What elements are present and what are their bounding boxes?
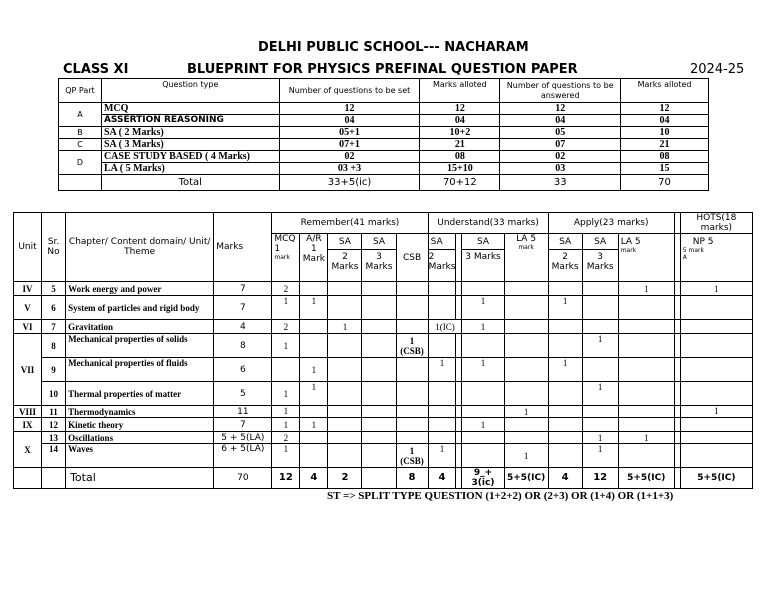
csb-cell bbox=[396, 418, 428, 432]
header-qp-part: QP Part bbox=[59, 79, 102, 103]
chapter-cell: Oscillations bbox=[66, 432, 214, 444]
a-la-cell: 1 bbox=[618, 282, 674, 296]
u-la-cell bbox=[504, 358, 548, 382]
u-sa3-cell bbox=[462, 432, 504, 444]
u-la-cell: 1 bbox=[504, 406, 548, 418]
header-understand-sa-3 bbox=[462, 234, 504, 282]
mcq-cell: 2 bbox=[272, 432, 300, 444]
sr-cell: 14 bbox=[42, 444, 66, 468]
marks-alloted: 21 bbox=[420, 139, 500, 151]
csb-cell bbox=[396, 382, 428, 406]
sr-cell: 6 bbox=[42, 296, 66, 320]
ar-cell bbox=[300, 320, 328, 334]
header-marks: Marks bbox=[214, 213, 272, 282]
ar-cell bbox=[300, 432, 328, 444]
a-sa2-cell bbox=[548, 444, 582, 468]
csb-cell bbox=[396, 406, 428, 418]
chapter-cell: Waves bbox=[66, 444, 214, 468]
summary-row bbox=[59, 103, 709, 115]
marks-cell: 8 bbox=[214, 334, 272, 358]
mcq-mark-label: mark bbox=[274, 254, 290, 261]
qp-part: C bbox=[59, 139, 102, 151]
questions-set: 05+1 bbox=[279, 127, 420, 139]
questions-answered: 05 bbox=[500, 127, 621, 139]
questions-set: 04 bbox=[279, 115, 420, 127]
mcq-cell bbox=[272, 358, 300, 382]
a-sa3-label: 3 Marks bbox=[583, 249, 618, 272]
sa2-cell bbox=[328, 418, 362, 432]
sa2-cell bbox=[328, 358, 362, 382]
total-a-sa2: 4 bbox=[548, 468, 582, 489]
a-sa2-cell bbox=[548, 406, 582, 418]
hots-cell bbox=[680, 382, 752, 406]
question-type: SA ( 2 Marks) bbox=[101, 127, 279, 139]
table-row bbox=[14, 418, 753, 432]
sa3-cell bbox=[362, 382, 396, 406]
table-row bbox=[14, 444, 753, 468]
a-sa2-cell bbox=[548, 418, 582, 432]
np-label: NP 5 bbox=[692, 237, 714, 247]
a-sa3-cell: 1 bbox=[582, 382, 618, 406]
table-row bbox=[14, 358, 753, 382]
total-u-la: 5+5(IC) bbox=[504, 468, 548, 489]
sa2-cell bbox=[328, 406, 362, 418]
total-u-sa2: 4 bbox=[428, 468, 456, 489]
unit-cell: IX bbox=[14, 418, 42, 432]
sr-cell: 7 bbox=[42, 320, 66, 334]
total-hots: 5+5(IC) bbox=[680, 468, 752, 489]
total-a-sa3: 12 bbox=[582, 468, 618, 489]
header-questions-answered: Number of questions to be answered bbox=[500, 79, 621, 103]
unit-cell: VII bbox=[14, 334, 42, 406]
ar-cell: 1 bbox=[300, 358, 328, 382]
page-title: BLUEPRINT FOR PHYSICS PREFINAL QUESTION PAPER bbox=[187, 62, 578, 77]
qp-part: A bbox=[59, 103, 102, 127]
u-la-cell bbox=[504, 432, 548, 444]
sa3-cell bbox=[362, 282, 396, 296]
question-type: CASE STUDY BASED ( 4 Marks) bbox=[101, 151, 279, 163]
u-sa2-cell bbox=[428, 418, 456, 432]
a-sa3-cell bbox=[582, 296, 618, 320]
chapter-cell: Mechanical properties of fluids bbox=[66, 358, 214, 382]
mcq-cell: 1 bbox=[272, 444, 300, 468]
sa3-cell bbox=[362, 406, 396, 418]
sr-cell: 10 bbox=[42, 382, 66, 406]
ar-cell bbox=[300, 444, 328, 468]
header-marks-alloted-2: Marks alloted bbox=[621, 79, 709, 103]
np-mark-label: 5 mark bbox=[682, 247, 704, 254]
hots-cell bbox=[680, 334, 752, 358]
u-sa2-cell: 1(IC) bbox=[428, 320, 462, 334]
questions-set: 07+1 bbox=[279, 139, 420, 151]
u-sa3-cell bbox=[462, 282, 504, 296]
header-apply-sa-3 bbox=[582, 234, 618, 282]
total-label: Total bbox=[101, 175, 279, 191]
ar-sub-label: 1 bbox=[311, 244, 317, 254]
sa2-cell bbox=[328, 282, 362, 296]
sa3-cell bbox=[362, 418, 396, 432]
mcq-cell: 1 bbox=[272, 334, 300, 358]
u-sa2-cell bbox=[428, 296, 456, 320]
sa2-cell bbox=[328, 444, 362, 468]
total-csb: 8 bbox=[396, 468, 428, 489]
u-sa2-cell bbox=[428, 382, 456, 406]
u-la-cell bbox=[504, 418, 548, 432]
marks-cell: 11 bbox=[214, 406, 272, 418]
blueprint-total-row bbox=[14, 468, 753, 489]
split-type-note: ST => SPLIT TYPE QUESTION (1+2+2) OR (2+3) OR (1+4) OR (1+1+3) bbox=[327, 490, 674, 502]
csb-cell bbox=[396, 282, 428, 296]
sa2-cell bbox=[328, 334, 362, 358]
question-type: LA ( 5 Marks) bbox=[101, 163, 279, 175]
u-sa3-cell: 1 bbox=[462, 320, 504, 334]
ar-cell bbox=[300, 282, 328, 296]
questions-answered: 02 bbox=[500, 151, 621, 163]
u-la-cell bbox=[504, 282, 548, 296]
u-la-cell bbox=[504, 296, 548, 320]
u-la-cell bbox=[504, 382, 548, 406]
summary-row bbox=[59, 151, 709, 163]
marks-cell: 5 + 5(LA) bbox=[214, 432, 272, 444]
total-set: 33+5(ic) bbox=[279, 175, 420, 191]
u-sa3-cell: 1 bbox=[462, 358, 504, 382]
marks-alloted: 08 bbox=[420, 151, 500, 163]
sa2-cell bbox=[328, 382, 362, 406]
question-type: ASSERTION REASONING bbox=[101, 115, 279, 127]
header-sa-2 bbox=[328, 234, 362, 282]
sa3-cell bbox=[362, 334, 396, 358]
sa3-cell bbox=[362, 432, 396, 444]
sa3-cell bbox=[362, 296, 396, 320]
hots-cell bbox=[680, 296, 752, 320]
marks-cell: 4 bbox=[214, 320, 272, 334]
a-sa3-cell bbox=[582, 406, 618, 418]
u-sa3-label: 3 Marks bbox=[462, 249, 503, 262]
csb-cell: 1 (CSB) bbox=[396, 334, 428, 358]
table-row bbox=[14, 406, 753, 418]
a-sa2-cell bbox=[548, 382, 582, 406]
u-sa3-cell: 1 bbox=[462, 418, 504, 432]
total-sa2: 2 bbox=[328, 468, 362, 489]
marks-cell: 7 bbox=[214, 282, 272, 296]
hots-cell: 1 bbox=[680, 406, 752, 418]
mcq-cell: 1 bbox=[272, 296, 300, 320]
marks-cell: 7 bbox=[214, 296, 272, 320]
blueprint-table bbox=[13, 212, 753, 489]
header-sa-3 bbox=[362, 234, 396, 282]
table-row bbox=[14, 334, 753, 358]
marks-cell: 7 bbox=[214, 418, 272, 432]
mcq-cell: 1 bbox=[272, 406, 300, 418]
chapter-cell: Work energy and power bbox=[66, 282, 214, 296]
u-sa3-cell bbox=[462, 382, 504, 406]
chapter-cell: System of particles and rigid body bbox=[66, 296, 214, 320]
header-questions-set: Number of questions to be set bbox=[279, 79, 420, 103]
hots-cell bbox=[680, 432, 752, 444]
marks-cell: 5 bbox=[214, 382, 272, 406]
unit-cell: X bbox=[14, 432, 42, 468]
header-apply-sa-2 bbox=[548, 234, 582, 282]
header-hots-np bbox=[680, 234, 752, 282]
marks-alloted-2: 21 bbox=[621, 139, 709, 151]
a-sa2-cell bbox=[548, 432, 582, 444]
a-la-cell bbox=[618, 334, 674, 358]
header-apply-la bbox=[618, 234, 674, 282]
summary-total-row bbox=[59, 175, 709, 191]
u-sa2-cell: 1 bbox=[428, 444, 456, 468]
csb-cell bbox=[396, 432, 428, 444]
qp-part: D bbox=[59, 151, 102, 175]
u-sa3-cell bbox=[462, 444, 504, 468]
mcq-label: MCQ bbox=[274, 234, 296, 244]
class-label: CLASS XI bbox=[63, 62, 129, 77]
ar-cell: 1 bbox=[300, 296, 328, 320]
a-la-cell bbox=[618, 418, 674, 432]
a-sa2-cell bbox=[548, 334, 582, 358]
marks-alloted-2: 15 bbox=[621, 163, 709, 175]
total-a-la: 5+5(IC) bbox=[618, 468, 674, 489]
mcq-sub-label: 1 bbox=[274, 244, 281, 254]
chapter-cell: Kinetic theory bbox=[66, 418, 214, 432]
a-la-cell bbox=[618, 382, 674, 406]
summary-row bbox=[59, 115, 709, 127]
header-ar bbox=[300, 234, 328, 282]
sa2-cell bbox=[328, 432, 362, 444]
a-sa3-cell: 1 bbox=[582, 432, 618, 444]
u-sa2-cell: 1 bbox=[428, 358, 456, 382]
la-label: LA 5 bbox=[620, 237, 641, 247]
header-chapter: Chapter/ Content domain/ Unit/ Theme bbox=[66, 213, 214, 282]
unit-cell: VI bbox=[14, 320, 42, 334]
header-remember: Remember(41 marks) bbox=[272, 213, 428, 234]
header-csb: CSB bbox=[396, 234, 428, 282]
marks-alloted: 04 bbox=[420, 115, 500, 127]
a-la-cell bbox=[618, 320, 674, 334]
u-sa3-cell: 1 bbox=[462, 296, 504, 320]
sa3-cell bbox=[362, 358, 396, 382]
mcq-cell: 1 bbox=[272, 382, 300, 406]
question-type: MCQ bbox=[101, 103, 279, 115]
u-sa2-label: 2 Marks bbox=[429, 249, 456, 272]
sa-label: SA bbox=[559, 237, 572, 247]
sr-cell: 12 bbox=[42, 418, 66, 432]
a-la-cell bbox=[618, 358, 674, 382]
la-mark-label: mark bbox=[518, 244, 534, 251]
sr-cell: 5 bbox=[42, 282, 66, 296]
a-la-cell bbox=[618, 296, 674, 320]
csb-cell bbox=[396, 320, 428, 334]
hots-cell bbox=[680, 358, 752, 382]
sa2-cell: 1 bbox=[328, 320, 362, 334]
la-label: LA 5 bbox=[516, 234, 537, 244]
total-marks: 70+12 bbox=[420, 175, 500, 191]
questions-answered: 07 bbox=[500, 139, 621, 151]
questions-answered: 03 bbox=[500, 163, 621, 175]
sa-label: SA bbox=[338, 237, 351, 247]
hots-cell bbox=[680, 444, 752, 468]
csb-cell bbox=[396, 296, 428, 320]
question-type-summary-table bbox=[58, 78, 709, 191]
chapter-cell: Gravitation bbox=[66, 320, 214, 334]
sr-cell: 13 bbox=[42, 432, 66, 444]
summary-row bbox=[59, 139, 709, 151]
table-row bbox=[14, 382, 753, 406]
a-sa3-cell bbox=[582, 320, 618, 334]
total-u-sa3: 9_+ 3(ic) bbox=[462, 468, 504, 489]
total-answered: 33 bbox=[500, 175, 621, 191]
a-sa2-label: 2 Marks bbox=[549, 249, 582, 272]
header-mcq bbox=[272, 234, 300, 282]
header-marks-alloted: Marks alloted bbox=[420, 79, 500, 103]
total-marks: 70 bbox=[214, 468, 272, 489]
questions-set: 03 +3 bbox=[279, 163, 420, 175]
marks-cell: 6 bbox=[214, 358, 272, 382]
ar-cell bbox=[300, 334, 328, 358]
sa-label: SA bbox=[476, 237, 490, 247]
sa2-label: 2 Marks bbox=[328, 249, 361, 272]
unit-cell: VIII bbox=[14, 406, 42, 418]
hots-cell bbox=[680, 418, 752, 432]
summary-header-row bbox=[59, 79, 709, 103]
a-sa3-cell bbox=[582, 418, 618, 432]
u-sa3-cell bbox=[462, 406, 504, 418]
sa3-cell bbox=[362, 320, 396, 334]
a-sa2-cell: 1 bbox=[548, 358, 582, 382]
marks-alloted-2: 10 bbox=[621, 127, 709, 139]
header-understand: Understand(33 marks) bbox=[428, 213, 548, 234]
header-hots: HOTS(18 marks) bbox=[680, 213, 752, 234]
total-marks-2: 70 bbox=[621, 175, 709, 191]
summary-row bbox=[59, 127, 709, 139]
header-understand-sa-2 bbox=[428, 234, 456, 282]
u-la-cell bbox=[504, 320, 548, 334]
a-sa3-cell bbox=[582, 282, 618, 296]
np-a-label: A bbox=[682, 254, 687, 261]
academic-year: 2024-25 bbox=[690, 62, 745, 77]
header-sr-no: Sr. No bbox=[42, 213, 66, 282]
marks-alloted: 10+2 bbox=[420, 127, 500, 139]
unit-cell: V bbox=[14, 296, 42, 320]
a-sa2-cell bbox=[548, 320, 582, 334]
a-la-cell: 1 bbox=[618, 432, 674, 444]
sr-cell: 11 bbox=[42, 406, 66, 418]
a-sa3-cell bbox=[582, 358, 618, 382]
hots-cell: 1 bbox=[680, 282, 752, 296]
table-row bbox=[14, 320, 753, 334]
u-sa3-cell bbox=[462, 334, 504, 358]
marks-alloted-2: 08 bbox=[621, 151, 709, 163]
mcq-cell: 2 bbox=[272, 282, 300, 296]
sa3-cell bbox=[362, 444, 396, 468]
csb-cell bbox=[396, 358, 428, 382]
unit-cell: IV bbox=[14, 282, 42, 296]
chapter-cell: Mechanical properties of solids bbox=[66, 334, 214, 358]
a-sa2-cell: 1 bbox=[548, 296, 582, 320]
table-row bbox=[14, 432, 753, 444]
question-type: SA ( 3 Marks) bbox=[101, 139, 279, 151]
marks-alloted: 12 bbox=[420, 103, 500, 115]
questions-set: 02 bbox=[279, 151, 420, 163]
table-row bbox=[14, 296, 753, 320]
ar-cell: 1 bbox=[300, 382, 328, 406]
questions-set: 12 bbox=[279, 103, 420, 115]
marks-cell: 6 + 5(LA) bbox=[214, 444, 272, 468]
qp-part: B bbox=[59, 127, 102, 139]
questions-answered: 12 bbox=[500, 103, 621, 115]
total-label: Total bbox=[66, 468, 214, 489]
questions-answered: 04 bbox=[500, 115, 621, 127]
header-question-type: Question type bbox=[101, 79, 279, 103]
marks-alloted-2: 04 bbox=[621, 115, 709, 127]
u-sa2-cell bbox=[428, 282, 456, 296]
table-row bbox=[14, 282, 753, 296]
a-la-cell bbox=[618, 444, 674, 468]
a-sa3-cell: 1 bbox=[582, 334, 618, 358]
blueprint-header-row bbox=[14, 213, 753, 234]
ar-mark-label: Mark bbox=[302, 254, 325, 264]
summary-row bbox=[59, 163, 709, 175]
header-unit: Unit bbox=[14, 213, 42, 282]
a-la-cell bbox=[618, 406, 674, 418]
ar-label: A/R bbox=[306, 234, 322, 244]
u-sa2-cell bbox=[428, 406, 456, 418]
sa3-label: 3 Marks bbox=[362, 249, 395, 272]
ar-cell bbox=[300, 406, 328, 418]
sr-cell: 9 bbox=[42, 358, 66, 382]
la-mark-label: mark bbox=[620, 247, 637, 254]
u-sa2-cell bbox=[428, 334, 456, 358]
mcq-cell: 1 bbox=[272, 418, 300, 432]
a-sa2-cell bbox=[548, 282, 582, 296]
chapter-cell: Thermodynamics bbox=[66, 406, 214, 418]
sa-label: SA bbox=[594, 237, 607, 247]
marks-alloted-2: 12 bbox=[621, 103, 709, 115]
u-sa2-cell bbox=[428, 432, 456, 444]
total-ar: 4 bbox=[300, 468, 328, 489]
ar-cell: 1 bbox=[300, 418, 328, 432]
u-la-cell: 1 bbox=[504, 444, 548, 468]
sa2-cell bbox=[328, 296, 362, 320]
u-la-cell bbox=[504, 334, 548, 358]
chapter-cell: Thermal properties of matter bbox=[66, 382, 214, 406]
marks-alloted: 15+10 bbox=[420, 163, 500, 175]
header-understand-la bbox=[504, 234, 548, 282]
sr-cell: 8 bbox=[42, 334, 66, 358]
mcq-cell: 2 bbox=[272, 320, 300, 334]
header-apply: Apply(23 marks) bbox=[548, 213, 674, 234]
a-sa3-cell: 1 bbox=[582, 444, 618, 468]
total-mcq: 12 bbox=[272, 468, 300, 489]
school-name: DELHI PUBLIC SCHOOL--- NACHARAM bbox=[258, 40, 529, 55]
csb-cell: 1 (CSB) bbox=[396, 444, 428, 468]
sa-label: SA bbox=[372, 237, 386, 247]
hots-cell bbox=[680, 320, 752, 334]
sa-label: SA bbox=[430, 237, 443, 247]
